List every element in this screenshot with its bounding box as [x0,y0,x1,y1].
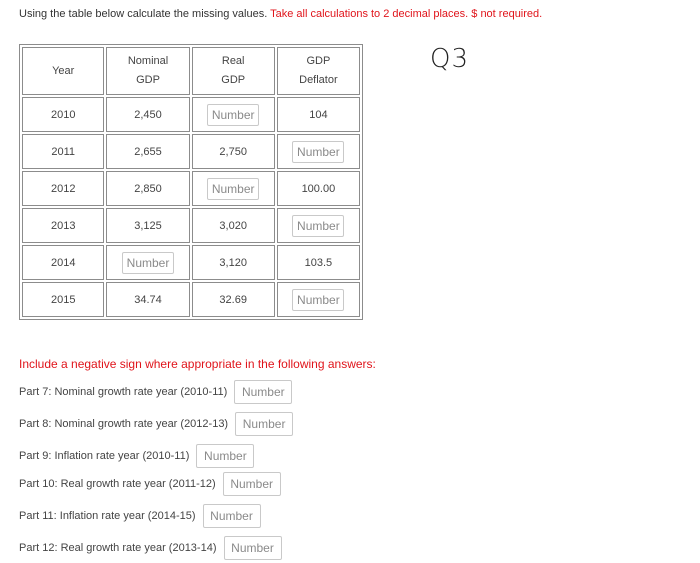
gdp-deflator-2013-input[interactable] [292,215,344,237]
header-nominal-line2: GDP [136,74,160,86]
header-deflator-line2: Deflator [299,74,338,86]
part-10-answer-input[interactable] [223,472,281,496]
gdp-deflator-2015-input[interactable] [292,289,344,311]
cell-real-gdp: 3,120 [192,245,275,280]
cell-real-gdp: 2,750 [192,134,275,169]
header-deflator-line1: GDP [306,55,331,67]
negative-sign-note: Include a negative sign where appropriate in the following answers: [19,357,376,371]
cell-real-gdp-input-cell [192,171,275,206]
cell-real-gdp: 32.69 [192,282,275,317]
cell-gdp-deflator-input-cell [277,134,360,169]
table-row [22,208,360,243]
table-header-row [22,47,360,95]
header-nominal-gdp [106,47,189,95]
cell-gdp-deflator: 100.00 [277,171,360,206]
cell-year: 2011 [22,134,104,169]
header-real-line2: GDP [221,74,246,86]
table-row [22,134,360,169]
cell-year: 2012 [22,171,104,206]
cell-gdp-deflator-input-cell [277,282,360,317]
real-gdp-2010-input[interactable] [207,104,259,126]
instructions-red-text: Take all calculations to 2 decimal places. $ not required. [270,8,543,20]
cell-nominal-gdp-input-cell [106,245,189,280]
part-12-answer-input[interactable] [224,536,282,560]
cell-year: 2014 [22,245,104,280]
part-12-row [19,536,282,560]
part-8-answer-input[interactable] [235,412,293,436]
cell-nominal-gdp: 34.74 [106,282,189,317]
header-year-label: Year [52,64,75,77]
cell-year: 2013 [22,208,104,243]
part-10-row [19,472,281,496]
cell-real-gdp: 3,020 [192,208,275,243]
part-8-row [19,412,293,436]
part-11-answer-input[interactable] [203,504,261,528]
part-7-row [19,380,292,404]
cell-gdp-deflator: 103.5 [277,245,360,280]
gdp-table [19,44,363,320]
part-8-label: Part 8: Nominal growth rate year (2012-13) [19,418,229,430]
table-row [22,171,360,206]
cell-year: 2010 [22,97,104,132]
header-gdp-deflator [277,47,360,95]
part-7-label: Part 7: Nominal growth rate year (2010-11) [19,386,228,398]
cell-nominal-gdp: 3,125 [106,208,189,243]
part-10-label: Part 10: Real growth rate year (2011-12) [19,478,216,490]
cell-year: 2015 [22,282,104,317]
instructions [19,8,542,20]
table-row [22,97,360,132]
part-9-label: Part 9: Inflation rate year (2010-11) [19,450,190,462]
gdp-deflator-2011-input[interactable] [292,141,344,163]
cell-gdp-deflator-input-cell [277,208,360,243]
table-body [22,97,360,317]
part-9-row [19,444,254,468]
part-7-answer-input[interactable] [234,380,292,404]
nominal-gdp-2014-input[interactable] [122,252,174,274]
cell-nominal-gdp: 2,850 [106,171,189,206]
header-nominal-line1: Nominal [127,55,169,67]
part-11-label: Part 11: Inflation rate year (2014-15) [19,510,196,522]
header-real-gdp [192,47,275,95]
header-real-line1: Real [221,55,245,67]
instructions-text: Using the table below calculate the missing values. [19,8,268,20]
part-11-row [19,504,261,528]
part-9-answer-input[interactable] [196,444,254,468]
handwritten-note: Q3 [430,44,470,74]
cell-nominal-gdp: 2,450 [106,97,189,132]
table-row [22,245,360,280]
real-gdp-2012-input[interactable] [207,178,259,200]
cell-real-gdp-input-cell [192,97,275,132]
table-row [22,282,360,317]
part-12-label: Part 12: Real growth rate year (2013-14) [19,542,217,554]
cell-gdp-deflator: 104 [277,97,360,132]
header-year [22,47,104,95]
cell-nominal-gdp: 2,655 [106,134,189,169]
